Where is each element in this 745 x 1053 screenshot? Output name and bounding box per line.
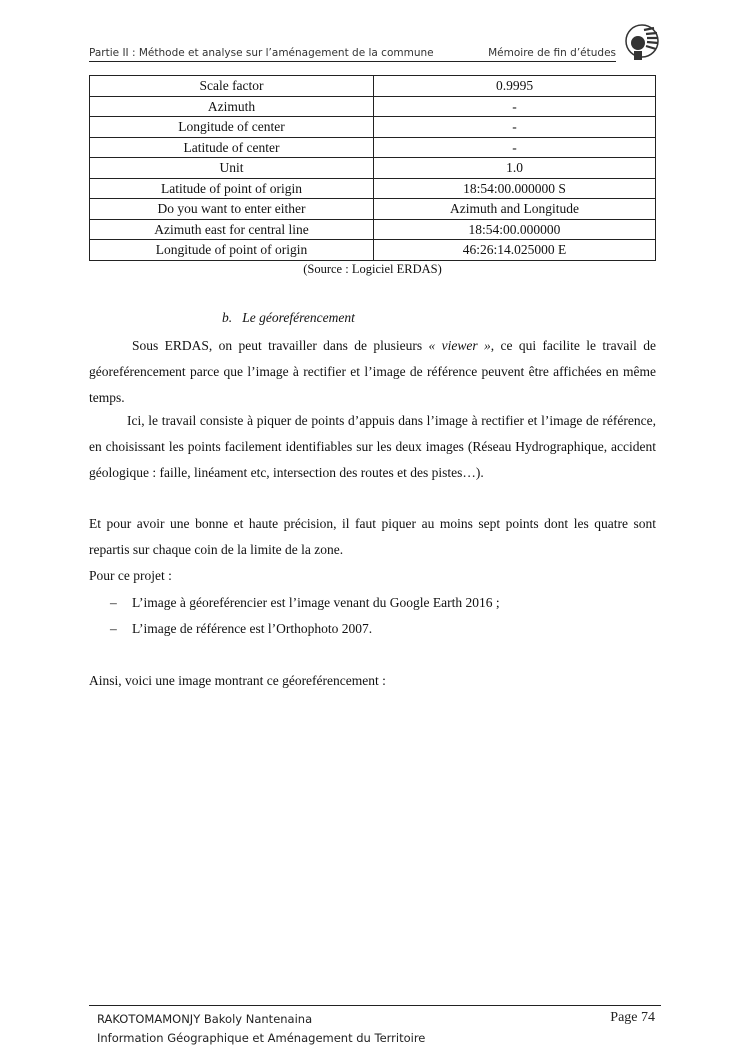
paragraph-text: Sous ERDAS, on peut travailler dans de plusieurs xyxy=(132,338,429,353)
projection-parameters-table xyxy=(89,75,656,261)
param-value: Azimuth and Longitude xyxy=(374,199,656,220)
footer-author: RAKOTOMAMONJY Bakoly Nantenaina xyxy=(97,1012,313,1026)
table-row xyxy=(90,96,656,117)
param-label: Do you want to enter either xyxy=(90,199,374,220)
param-value: - xyxy=(374,137,656,158)
param-value: 1.0 xyxy=(374,158,656,179)
table-row xyxy=(90,219,656,240)
param-label: Azimuth xyxy=(90,96,374,117)
header-title: Mémoire de fin d’études xyxy=(488,47,616,59)
param-label: Latitude of center xyxy=(90,137,374,158)
list-item-text: L’image de référence est l’Orthophoto 2007. xyxy=(132,621,373,636)
param-label: Unit xyxy=(90,158,374,179)
param-value: 18:54:00.000000 S xyxy=(374,178,656,199)
paragraph-precision: Et pour avoir une bonne et haute précision, il faut piquer au moins sept points dont les quatre sont repartis sur chaque coin de la limite de la zone. xyxy=(89,516,656,557)
page-footer xyxy=(89,1005,661,1045)
param-value: - xyxy=(374,96,656,117)
param-label: Azimuth east for central line xyxy=(90,219,374,240)
paragraph-conclusion: Ainsi, voici une image montrant ce géoreférencement : xyxy=(89,673,386,688)
param-label: Longitude of center xyxy=(90,117,374,138)
table-row xyxy=(90,199,656,220)
table-row xyxy=(90,178,656,199)
table-row xyxy=(90,117,656,138)
param-label: Longitude of point of origin xyxy=(90,240,374,261)
header-chapter: Partie II : Méthode et analyse sur l’aménagement de la commune xyxy=(89,47,434,59)
param-value: 18:54:00.000000 xyxy=(374,219,656,240)
param-value: - xyxy=(374,117,656,138)
institution-logo-icon xyxy=(620,22,664,64)
table-row xyxy=(90,76,656,97)
table-row xyxy=(90,137,656,158)
list-item-text: L’image à géoreférencier est l’image venant du Google Earth 2016 ; xyxy=(132,595,500,610)
param-value: 0.9995 xyxy=(374,76,656,97)
param-label: Scale factor xyxy=(90,76,374,97)
paragraph-text: , ce qui facilite le travail de géoreférencement parce que l’image à rectifier et l’image de référence peuvent être affichées en même temps. xyxy=(89,338,656,405)
list-item: – L’image à géoreférencier est l’image venant du Google Earth 2016 ; xyxy=(110,595,500,610)
page-header xyxy=(89,44,616,62)
table-source: (Source : Logiciel ERDAS) xyxy=(303,262,442,276)
table-row xyxy=(90,158,656,179)
page-number: Page 74 xyxy=(610,1010,655,1025)
paragraph-erdas xyxy=(89,333,656,411)
paragraph-emphasis: « viewer » xyxy=(428,338,491,353)
footer-field: Information Géographique et Aménagement du Territoire xyxy=(97,1031,426,1045)
param-value: 46:26:14.025000 E xyxy=(374,240,656,261)
section-heading: b. Le géoreférencement xyxy=(222,310,355,325)
paragraph-method: Ici, le travail consiste à piquer de points d’appuis dans l’image à rectifier et l’image de référence, en choisissant les points facilement identifiables sur les deux images (Réseau Hydrographique, accident géologique : faille, linéament etc, intersection des routes et des pistes…). xyxy=(89,413,656,480)
list-item: – L’image de référence est l’Orthophoto 2007. xyxy=(110,621,373,636)
param-label: Latitude of point of origin xyxy=(90,178,374,199)
table-row xyxy=(90,240,656,261)
paragraph-project: Pour ce projet : xyxy=(89,568,172,583)
